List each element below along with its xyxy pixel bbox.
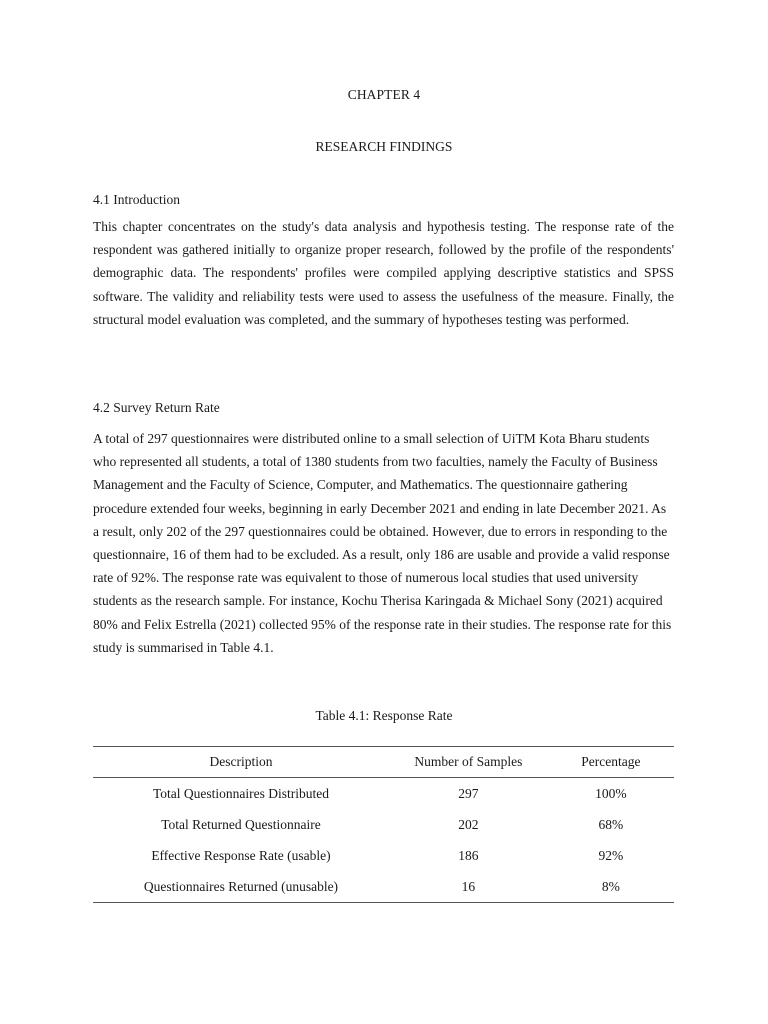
table-row [93,809,674,840]
table-row [93,871,674,903]
table-cell-samples: 186 [458,847,479,863]
section-body-introduction: This chapter concentrates on the study's data analysis and hypothesis testing. The response rate of the respondent was gathered initially to organize proper research, followed by the profile of the respondents' demographic data. The respondents' profiles were compiled applying descriptive statistics and SPSS software. The validity and reliability tests were used to assess the usefulness of the measure. Finally, the structural model evaluation was completed, and the summary of hypotheses testing was performed. [93,219,674,327]
table-row [93,778,674,810]
table-cell-percentage: 100% [595,785,627,801]
chapter-title: RESEARCH FINDINGS [315,139,453,154]
table-cell-description: Total Returned Questionnaire [161,816,321,832]
response-rate-table [93,746,674,903]
table-header-description: Description [93,747,389,778]
table-cell-percentage: 92% [598,847,624,863]
table-header-row [93,747,674,778]
table-header-percentage: Percentage [548,747,674,778]
table-cell-percentage: 8% [548,871,674,903]
table-cell-percentage: 68% [598,816,624,832]
table-cell-samples: 16 [389,871,548,903]
table-caption: Table 4.1: Response Rate [315,708,453,723]
table-cell-description: Questionnaires Returned (unusable) [93,871,389,903]
table-cell-description: Effective Response Rate (usable) [151,847,331,863]
section-heading-introduction: 4.1 Introduction [93,192,180,207]
table-cell-samples: 202 [458,816,479,832]
section-heading-survey-return-rate: 4.2 Survey Return Rate [93,400,220,415]
table-row [93,840,674,871]
table-cell-samples: 297 [458,785,479,801]
table-header-number-of-samples: Number of Samples [389,747,548,778]
chapter-label: CHAPTER 4 [347,87,421,102]
table-cell-description: Total Questionnaires Distributed [152,785,329,801]
section-body-survey-return-rate: A total of 297 questionnaires were distributed online to a small selection of UiTM Kota Bharu students who represented all students, a total of 1380 students from two faculties, namely the Faculty of Business Management and the Faculty of Science, Computer, and Mathematics. The questionnaire gathering procedure extended four weeks, beginning in early December 2021 and ending in late December 2021. As a result, only 202 of the 297 questionnaires could be obtained. However, due to errors in responding to the questionnaire, 16 of them had to be excluded. As a result, only 186 are usable and provide a valid response rate of 92%. The response rate was equivalent to those of numerous local studies that used university students as the research sample. For instance, Kochu Therisa Karingada & Michael Sony (2021) acquired 80% and Felix Estrella (2021) collected 95% of the response rate in their studies. The response rate for this study is summarised in Table 4.1. [93,431,672,655]
